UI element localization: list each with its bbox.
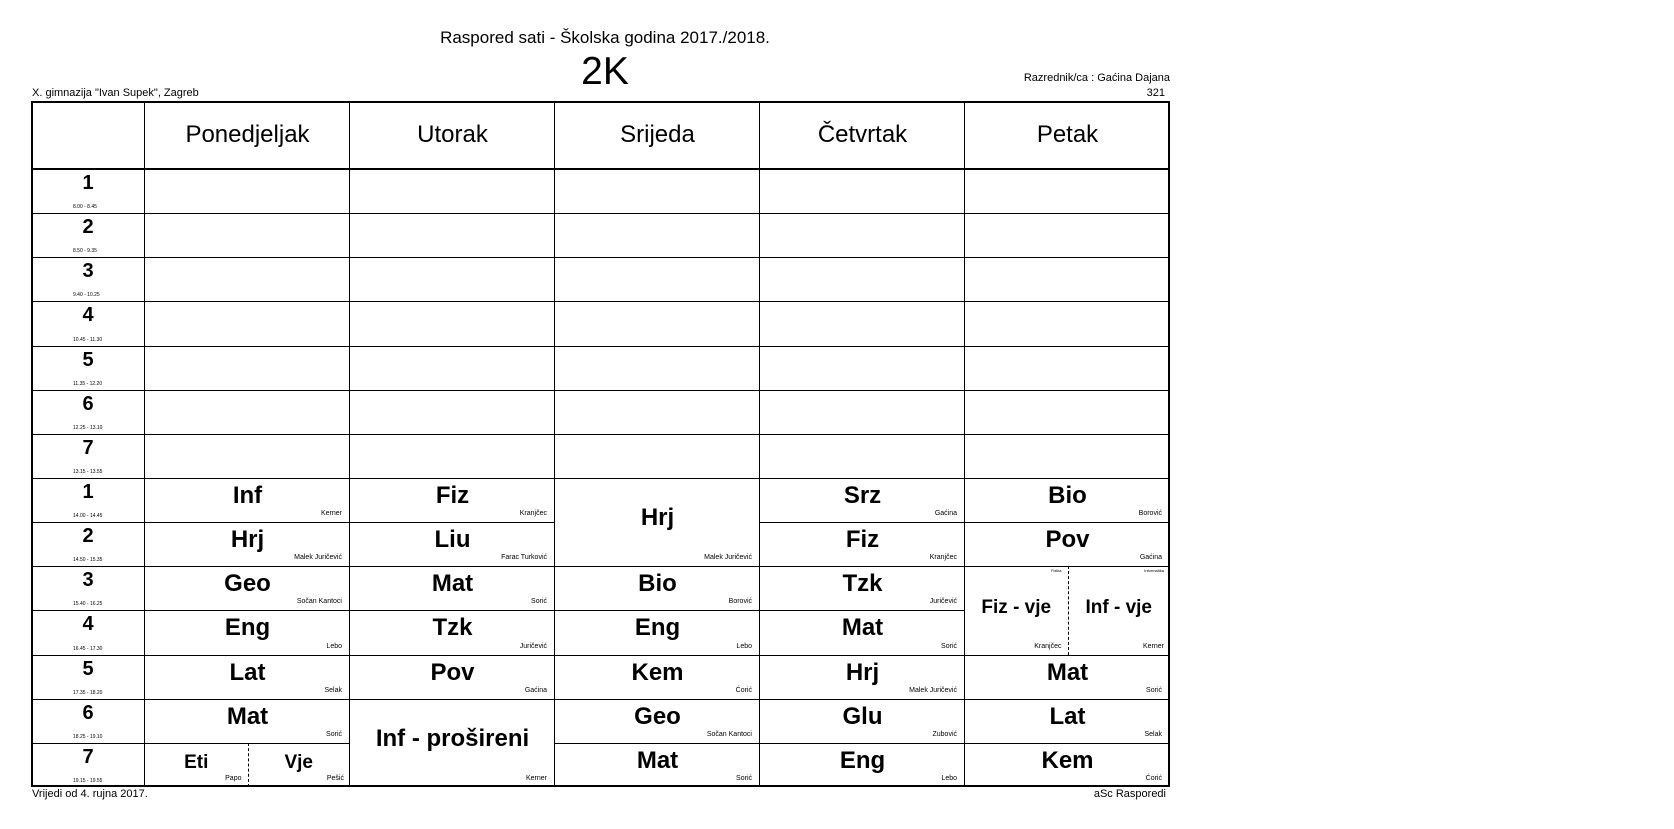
grid-row-line [965,434,1170,435]
lesson-subject: Kem [1041,746,1094,774]
grid-row-line [145,434,350,435]
grid-row-line [31,213,145,214]
day-header: Četvrtak [817,121,908,148]
period-time: 8.50 - 9.35 [73,248,97,255]
lesson-subject: Eng [224,614,271,642]
grid-row-line [145,257,350,258]
period-time: 11.35 - 12.20 [73,380,103,387]
lesson-cell[interactable] [760,743,965,787]
period-number: 2 [82,525,94,548]
software-credit: aSc Rasporedi [1093,788,1166,800]
grid-row-line [145,346,350,347]
group-teacher: Kerner [1142,642,1164,650]
lesson-teacher: Zubović [932,730,957,738]
school-name: X. gimnazija "Ivan Supek", Zagreb [32,87,199,99]
period-number: 6 [82,392,94,415]
period-time: 9.40 - 10.25 [73,292,100,299]
lesson-subject: Inf - prošireni [375,724,530,752]
lesson-cell[interactable] [965,743,1170,787]
group-subject: Inf - vje [1085,597,1152,619]
lesson-subject: Pov [1045,526,1090,554]
grid-row-line [760,213,965,214]
period-time: 14.00 - 14.45 [73,513,103,520]
lesson-subject: Mat [841,614,884,642]
lesson-subject: Mat [226,702,269,730]
lesson-cell[interactable] [760,566,965,610]
lesson-teacher: Gaćina [524,686,547,694]
lesson-subject: Hrj [230,526,265,554]
lesson-cell[interactable] [965,699,1170,743]
class-name: 2K [581,50,629,93]
lesson-teacher: Sorić [941,642,957,650]
room-number: 321 [1146,87,1165,99]
grid-header-line [31,168,1170,170]
page-title: Raspored sati - Školska godina 2017./2018. [440,28,770,47]
lesson-teacher: Farac Turković [501,554,547,562]
group-subject: Fiz - vje [981,597,1052,619]
day-header: Utorak [417,121,488,148]
period-time: 16.45 - 17.30 [73,645,103,652]
grid-row-line [31,610,145,611]
lesson-teacher: Ćorić [1145,774,1162,782]
lesson-cell[interactable] [350,699,555,787]
lesson-teacher: Sočan Kantoci [706,730,752,738]
period-time: 17.35 - 18.20 [73,689,103,696]
homeroom-teacher: Razrednik/ca : Gaćina Dajana [1023,72,1170,84]
period-time: 19.15 - 19.55 [73,778,103,784]
lesson-subject: Fiz [435,482,470,510]
grid-row-line [965,346,1170,347]
lesson-teacher: Sorić [531,598,547,606]
lesson-subject: Tzk [432,614,473,642]
day-header: Srijeda [620,121,695,148]
lesson-teacher: Borović [728,598,752,606]
lesson-cell[interactable] [760,655,965,699]
grid-row-line [31,478,145,479]
lesson-subject: Lat [1049,702,1086,730]
lesson-cell[interactable] [965,522,1170,566]
lesson-teacher: Sorić [736,774,752,782]
group-teacher: Papo [225,774,242,782]
lesson-teacher: Malek Juričević [704,554,752,562]
period-number: 5 [82,348,94,371]
lesson-teacher: Selak [1144,730,1162,738]
lesson-subject: Bio [1048,482,1087,510]
lesson-teacher: Gaćina [1139,554,1162,562]
lesson-teacher: Sorić [1146,686,1162,694]
lesson-teacher: Kranjčec [929,554,957,562]
lesson-teacher: Sočan Kantoci [296,598,342,606]
period-number: 1 [82,481,94,503]
lesson-cell[interactable] [145,566,350,610]
lesson-subject: Hrj [845,658,880,686]
grid-row-line [31,390,145,391]
period-number: 3 [82,569,94,592]
period-number: 7 [82,436,94,459]
day-header: Petak [1036,121,1099,148]
lesson-cell[interactable] [350,478,555,522]
grid-row-line [350,390,555,391]
group-subject: Vje [284,751,314,773]
period-number: 2 [82,216,94,239]
grid-border-top [31,101,1170,103]
split-lesson-cell[interactable] [145,743,350,787]
grid-row-line [31,522,145,523]
grid-row-line [965,257,1170,258]
grid-row-line [760,346,965,347]
lesson-subject: Tzk [842,570,883,598]
period-time: 13.15 - 13.55 [73,469,103,475]
grid-row-line [555,213,760,214]
lesson-cell[interactable] [965,478,1170,522]
lesson-cell[interactable] [350,655,555,699]
grid-row-line [555,301,760,302]
lesson-teacher: Malek Juričević [909,686,957,694]
grid-row-line [350,213,555,214]
lesson-cell[interactable] [760,699,965,743]
lesson-subject: Mat [431,570,474,598]
lesson-teacher: Borović [1138,510,1162,518]
grid-row-line [31,301,145,302]
lesson-teacher: Malek Juričević [294,554,342,562]
grid-row-line [145,301,350,302]
lesson-cell[interactable] [145,655,350,699]
lesson-cell[interactable] [350,566,555,610]
timetable-grid [31,101,1170,787]
group-name: Fizika [1051,568,1062,574]
lesson-cell[interactable] [965,655,1170,699]
grid-row-line [760,390,965,391]
period-time: 12.25 - 13.10 [73,424,103,431]
lesson-cell[interactable] [760,610,965,654]
lesson-cell[interactable] [555,699,760,743]
period-number: 4 [82,613,94,636]
period-number: 5 [82,657,94,680]
period-time: 10.45 - 11.30 [73,336,103,343]
grid-row-line [31,566,145,567]
lesson-subject: Srz [843,482,882,510]
period-time: 18.25 - 19.10 [73,733,103,740]
split-lesson-cell[interactable] [965,566,1170,654]
grid-row-line [555,346,760,347]
period-number: 6 [82,701,94,724]
lesson-teacher: Sorić [326,730,342,738]
grid-row-line [31,434,145,435]
period-number: 4 [82,304,94,327]
grid-row-line [31,743,145,744]
lesson-teacher: Lebo [326,642,342,650]
grid-row-line [350,434,555,435]
lesson-teacher: Juričević [519,642,547,650]
grid-row-line [555,390,760,391]
period-time: 14.50 - 15.35 [73,557,103,564]
grid-row-line [555,257,760,258]
grid-row-line [31,346,145,347]
lesson-subject: Eng [634,614,681,642]
grid-row-line [31,699,145,700]
lesson-cell[interactable] [145,610,350,654]
lesson-teacher: Ćorić [735,686,752,694]
lesson-subject: Pov [430,658,475,686]
lesson-subject: Mat [1046,658,1089,686]
lesson-teacher: Gaćina [934,510,957,518]
lesson-subject: Mat [636,746,679,774]
grid-row-line [350,301,555,302]
group-teacher: Kranjčec [1034,642,1062,650]
grid-row-line [555,434,760,435]
lesson-cell[interactable] [555,743,760,787]
lesson-subject: Fiz [845,526,880,554]
grid-row-line [760,434,965,435]
lesson-teacher: Lebo [736,642,752,650]
grid-row-line [760,301,965,302]
group-subject: Eti [184,751,209,773]
lesson-cell[interactable] [555,610,760,654]
lesson-teacher: Kerner [525,774,547,782]
lesson-cell[interactable] [145,478,350,522]
lesson-subject: Kem [631,658,684,686]
group-name: Informatika [1144,568,1164,574]
lesson-subject: Glu [842,702,883,730]
lesson-cell[interactable] [350,610,555,654]
lesson-subject: Geo [634,702,681,730]
lesson-subject: Geo [224,570,271,598]
lesson-cell[interactable] [145,699,350,743]
lesson-teacher: Kranjčec [519,510,547,518]
valid-from: Vrijedi od 4. rujna 2017. [32,788,148,800]
lesson-subject: Liu [434,526,471,554]
grid-row-line [31,257,145,258]
lesson-teacher: Selak [324,686,342,694]
period-number: 7 [82,745,94,768]
grid-row-line [965,213,1170,214]
group-teacher: Pešić [326,774,344,782]
lesson-cell[interactable] [145,522,350,566]
lesson-subject: Inf [232,482,263,510]
lesson-subject: Bio [638,570,677,598]
lesson-cell[interactable] [760,522,965,566]
lesson-teacher: Kerner [320,510,342,518]
lesson-cell[interactable] [555,478,760,566]
lesson-subject: Hrj [640,504,675,532]
lesson-teacher: Juričević [929,598,957,606]
lesson-subject: Lat [229,658,266,686]
lesson-cell[interactable] [350,522,555,566]
period-time: 8.00 - 8.45 [73,204,97,211]
period-number: 3 [82,260,94,283]
grid-row-line [965,301,1170,302]
grid-row-line [350,346,555,347]
lesson-cell[interactable] [555,566,760,610]
lesson-subject: Eng [839,746,886,774]
lesson-cell[interactable] [555,655,760,699]
grid-row-line [965,390,1170,391]
lesson-cell[interactable] [760,478,965,522]
grid-row-line [350,257,555,258]
day-header: Ponedjeljak [185,121,310,148]
grid-row-line [145,213,350,214]
period-number: 1 [82,172,94,194]
grid-row-line [760,257,965,258]
lesson-teacher: Lebo [941,774,957,782]
grid-row-line [145,390,350,391]
grid-row-line [31,655,145,656]
period-time: 15.40 - 16.25 [73,601,103,608]
